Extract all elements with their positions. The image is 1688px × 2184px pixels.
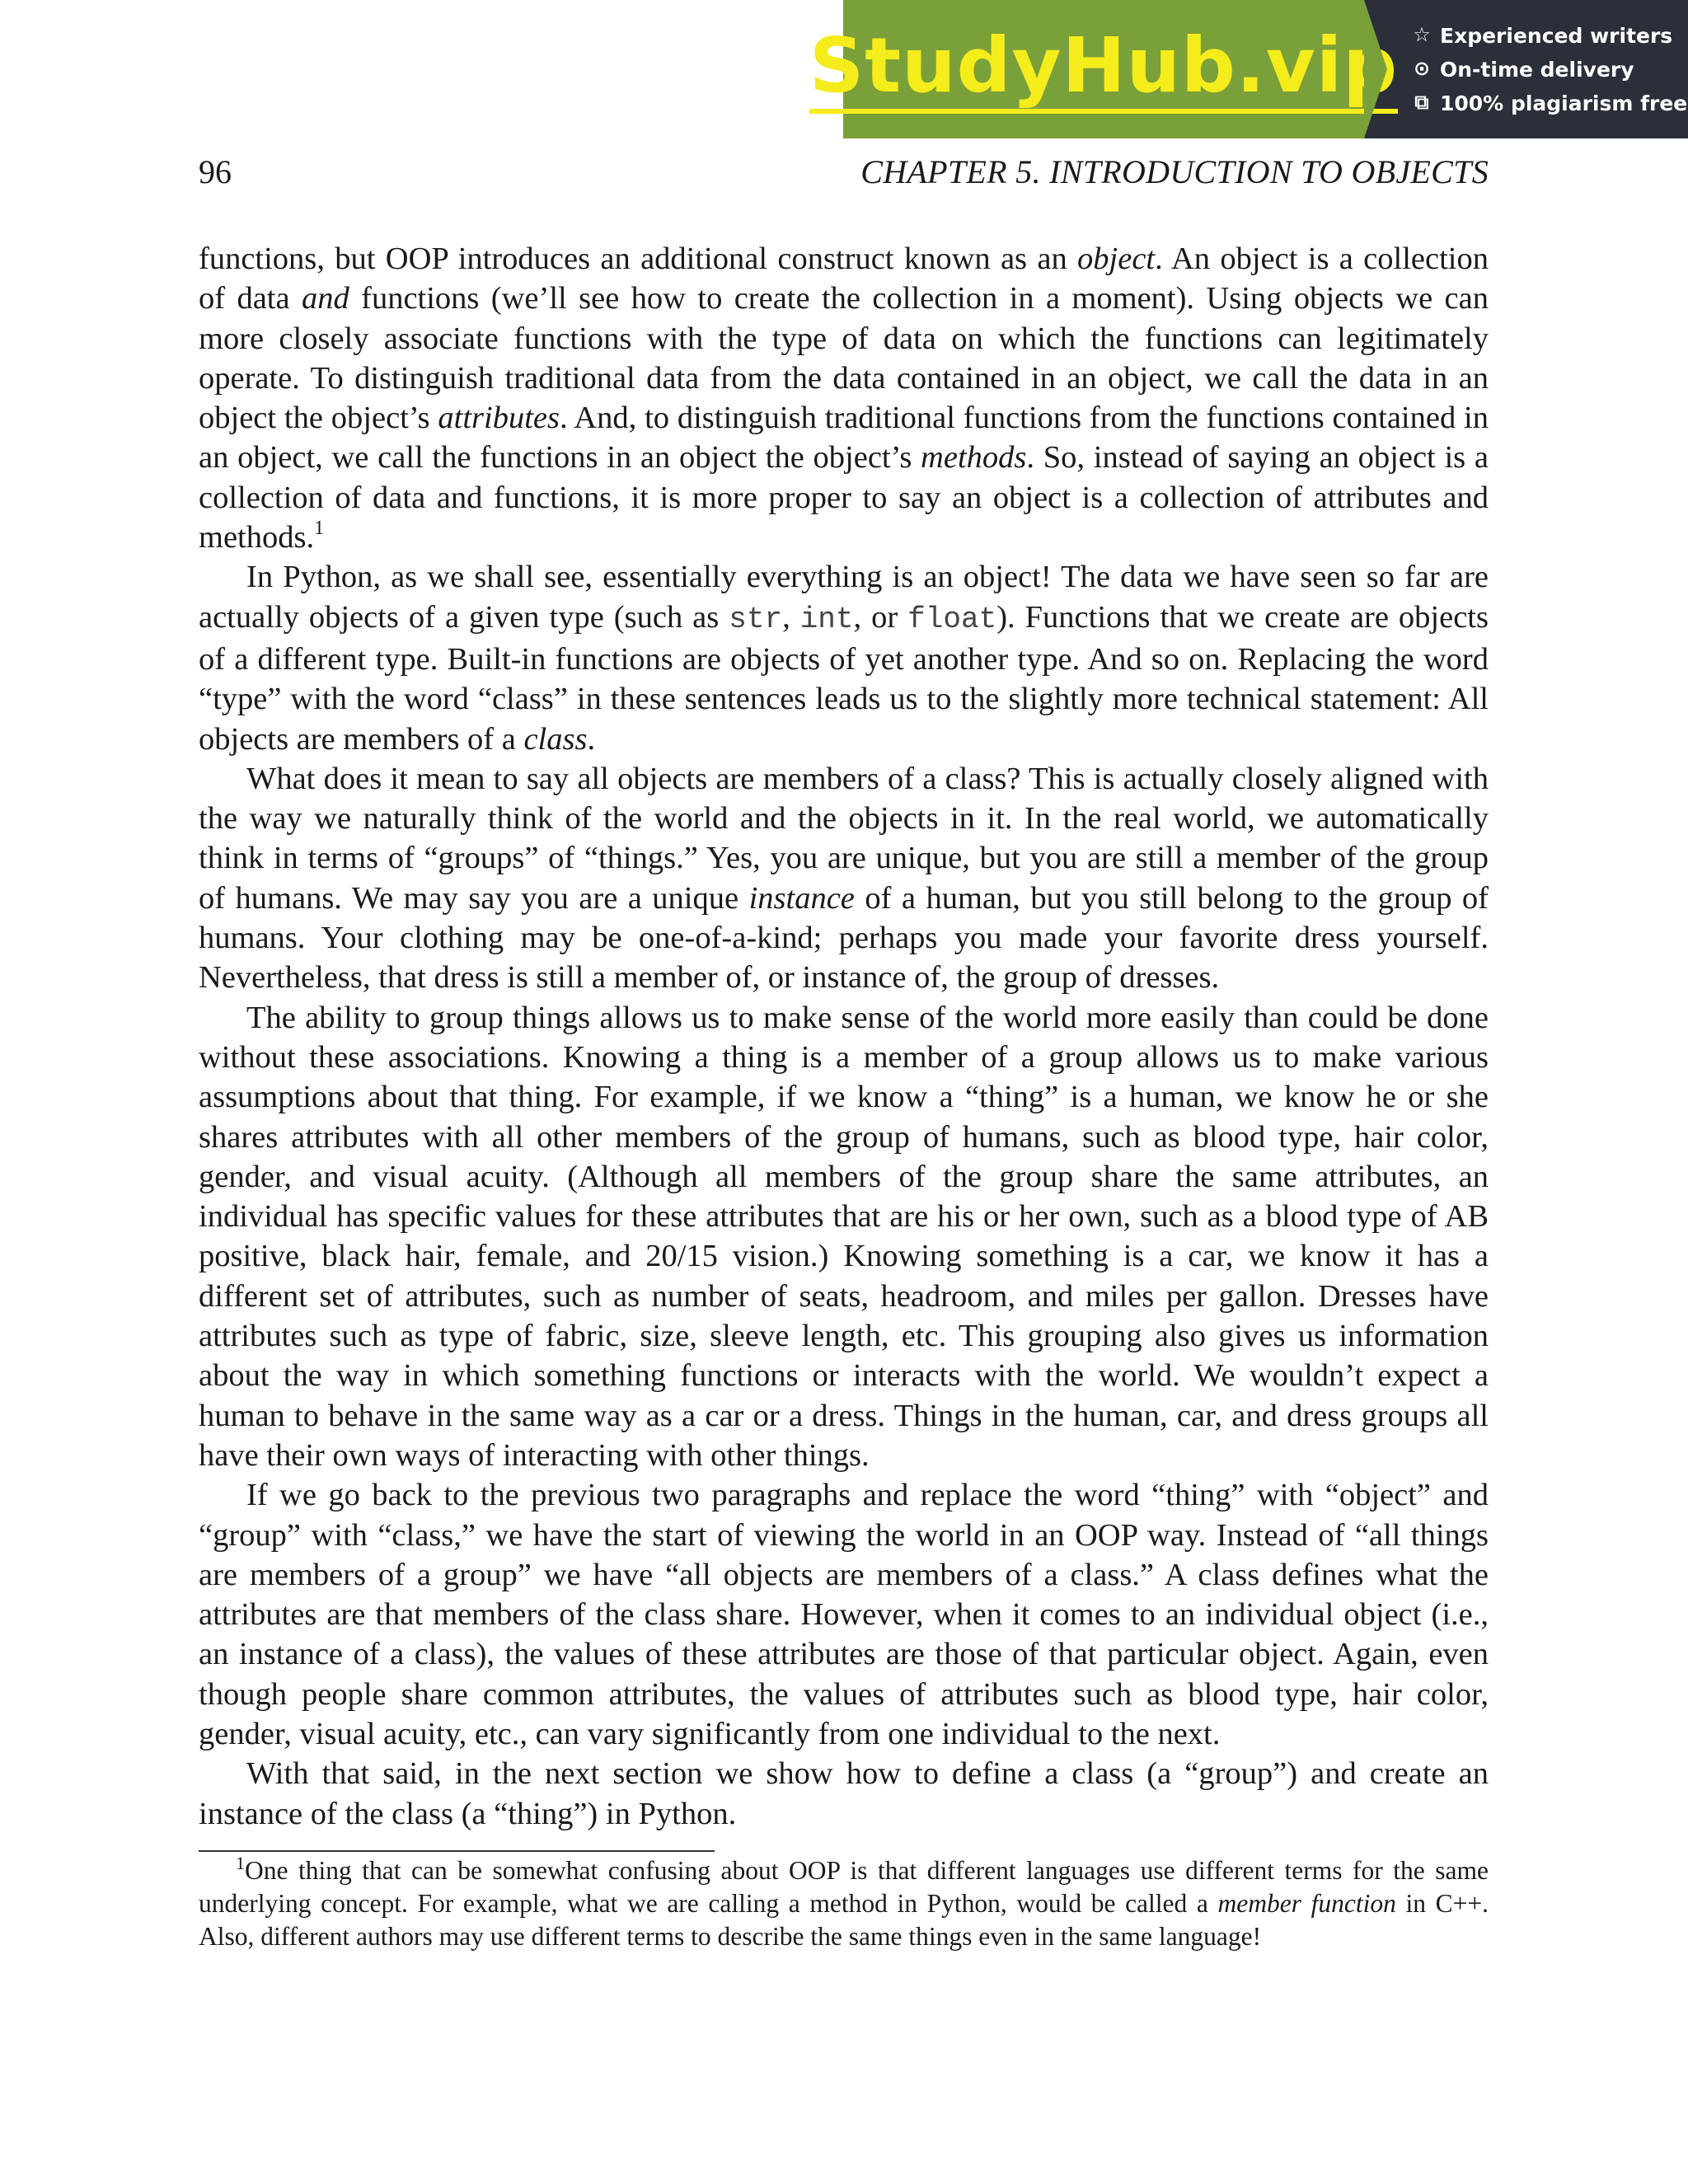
emphasis-attributes: attributes [438, 401, 560, 436]
text-run: . So, instead of saying an object is a collection of data and functions, it is more proper to say an object is a collection of attributes and methods. [199, 440, 1489, 555]
paragraph-1 [199, 239, 1489, 557]
text-run: One thing that can be somewhat confusing about OOP is that different languages use different terms for the same underlying concept. For example, what we are calling a method in Python, would be called a [199, 1856, 1489, 1918]
page-body [199, 239, 1489, 1834]
paragraph-5: If we go back to the previous two paragraphs and replace the word “thing” with “object” and “group” with “class,” we have the start of viewing the world in an OOP way. Instead of “all things are members of a group” we have “all objects are members of a class.” A class defines what the attributes are that members of the class share. However, when it comes to an individual object (i.e., an instance of a class), the values of these attributes are those of that particular object. Again, even though people share common attributes, the values of attributes such as blood type, hair color, gender, visual acuity, etc., can vary significantly from one individual to the next. [199, 1478, 1489, 1751]
feature-plagiarism-free [1412, 89, 1688, 118]
star-icon: ☆ [1413, 23, 1431, 47]
feature-on-time-delivery [1412, 55, 1688, 84]
emphasis-methods: methods [921, 440, 1027, 476]
banner-arrow-shape [1364, 0, 1387, 138]
emphasis-instance: instance [748, 880, 855, 916]
text-run: in C++. Also, different authors may use different terms to describe the same things even in the same language! [199, 1889, 1489, 1951]
chapter-title: CHAPTER 5. INTRODUCTION TO OBJECTS [860, 153, 1489, 190]
text-run: . And, to distinguish traditional functions from the functions contained in an object, we call the functions in an object the object’s [199, 401, 1489, 476]
footnote-marker: 1 [236, 1853, 245, 1873]
text-run: In Python, as we shall see, essentially everything is an object! The data we have seen so far are actually objects of a given type (such as [199, 560, 1489, 635]
feature-experienced-writers [1412, 21, 1688, 50]
footnote-divider [199, 1850, 715, 1852]
text-run: , [782, 599, 800, 635]
footnote-ref[interactable]: 1 [314, 518, 325, 540]
text-run: . [587, 721, 596, 757]
clock-icon: ⊙ [1413, 57, 1431, 81]
feature-label: 100% plagiarism free [1440, 91, 1688, 115]
feature-label: Experienced writers [1440, 23, 1673, 48]
brand-block[interactable] [809, 0, 1399, 138]
running-head [199, 152, 1489, 193]
paragraph-3 [199, 759, 1489, 998]
copy-icon: ⧉ [1414, 91, 1429, 115]
text-run: of a human, but you still belong to the group of humans. Your clothing may be one-of-a-kind; perhaps you made your favorite dress yourself. Nevertheless, that dress is still a member of, or instance of, the group of dresses. [199, 880, 1489, 996]
code-str: str [729, 602, 783, 636]
emphasis-class: class [523, 721, 588, 757]
paragraph-6: With that said, in the next section we show how to define a class (a “group”) and create an instance of the class (a “thing”) in Python. [199, 1756, 1489, 1831]
banner-features-list [1364, 0, 1688, 138]
brand-logo[interactable]: StudyHub.vip [809, 28, 1398, 114]
paragraph-2 [199, 557, 1489, 758]
text-run: . An object is a collection of data [199, 241, 1489, 316]
text-run: ). Functions that we create are objects of a different type. Built-in functions are objects of yet another type. And so on. Replacing the word “type” with the word “class” in these sentences leads us to the slightly more technical statement: All objects are members of a [199, 599, 1489, 757]
emphasis-and: and [301, 281, 349, 316]
text-run: functions, but OOP introduces an additional construct known as an [199, 241, 1078, 276]
page-number: 96 [199, 153, 232, 190]
emphasis-member-function: member function [1217, 1889, 1396, 1918]
studyhub-banner[interactable] [809, 0, 1688, 138]
paragraph-4: The ability to group things allows us to make sense of the world more easily than could be done without these associations. Knowing a thing is a member of a group allows us to make various assumptions about that thing. For example, if we know a “thing” is a human, we know he or she shares attributes with all other members of the group of humans, such as blood type, hair color, gender, and visual acuity. (Although all members of the group share the same attributes, an individual has specific values for these attributes that are his or her own, such as a blood type of AB positive, black hair, female, and 20/15 vision.) Knowing something is a car, we know it has a different set of attributes, such as number of seats, headroom, and miles per gallon. Dresses have attributes such as type of fabric, size, sleeve length, etc. This grouping also gives us information about the way in which something functions or interacts with the world. We wouldn’t expect a human to behave in the same way as a car or a dress. Things in the human, car, and dress groups all have their own ways of interacting with other things. [199, 1000, 1489, 1473]
code-int: int [799, 602, 854, 636]
code-float: float [907, 602, 997, 636]
text-run: functions (we’ll see how to create the collection in a moment). Using objects we can more closely associate functions with the type of data on which the functions can legitimately operate. To distinguish traditional data from the data contained in an object, we call the data in an object the object’s [199, 281, 1489, 436]
emphasis-object: object [1077, 241, 1156, 276]
text-run: , or [853, 599, 908, 635]
feature-label: On-time delivery [1440, 57, 1634, 82]
text-run: What does it mean to say all objects are members of a class? This is actually closely aligned with the way we naturally think of the world and the objects in it. In the real world, we automatically think in terms of “groups” of “things.” Yes, you are unique, but you are still a member of the group of humans. We may say you are a unique [199, 761, 1489, 916]
footnote-1 [199, 1854, 1489, 1953]
